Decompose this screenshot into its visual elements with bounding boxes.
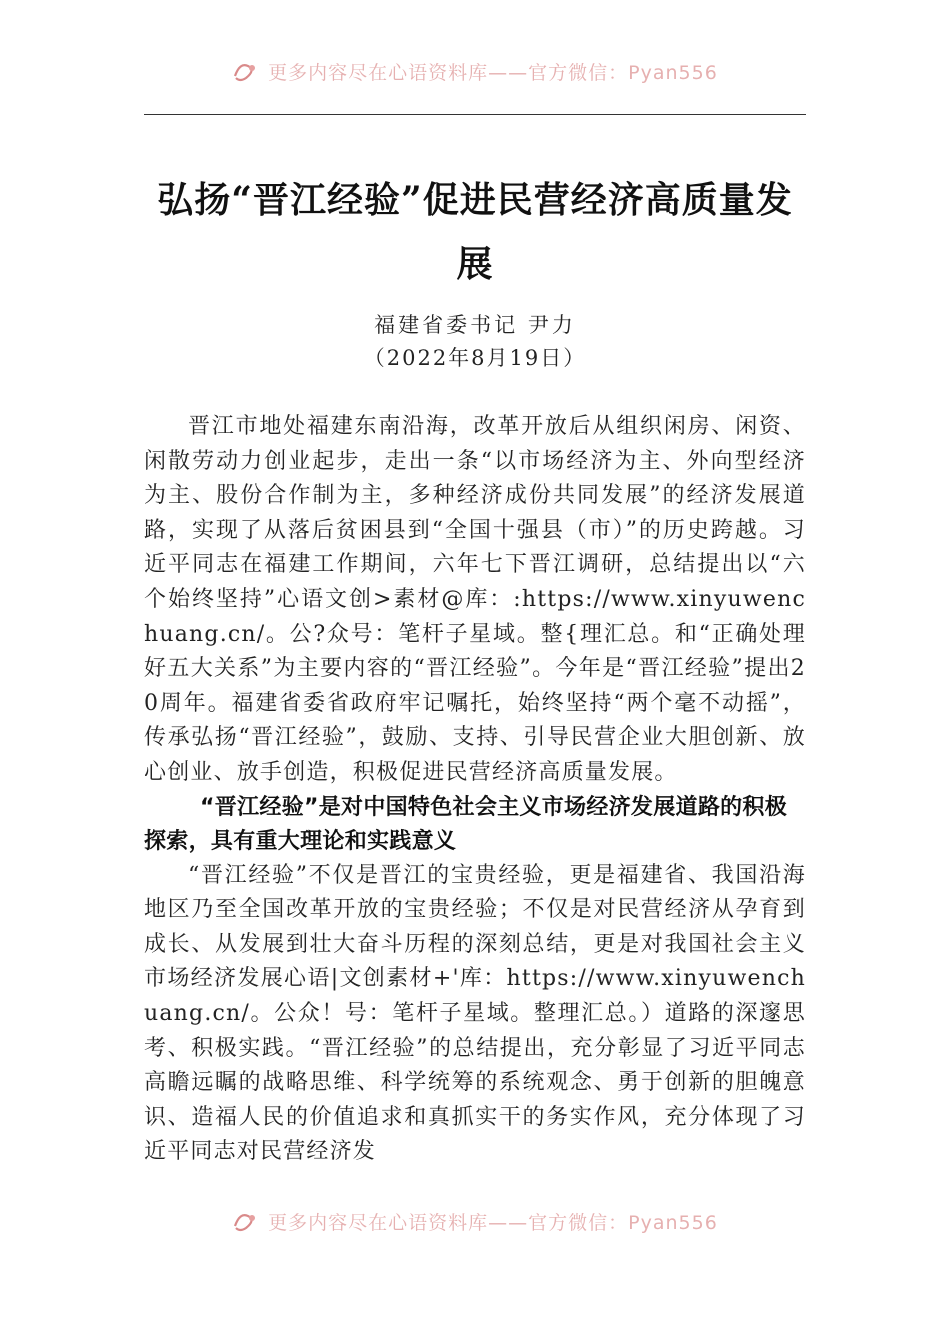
paragraph-2: “晋江经验”不仅是晋江的宝贵经验，更是福建省、我国沿海地区乃至全国改革开放的宝贵经验；不仅是对民营经济从孕育到成长、从发展到壮大奋斗历程的深刻总结，更是对我国社会主义市场经济发展心语|文创素材+'库：https://www.xinyuwenchuang.cn/。公众！号：笔杆子星域。整理汇总。）道路的深邃思考、积极实践。“晋江经验”的总结提出，充分彰显了习近平同志高瞻远瞩的战略思维、科学统筹的系统观念、勇于创新的胆魄意识、造福人民的价值追求和真抓实干的务实作风，充分体现了习近平同志对民营经济发 (144, 862, 806, 1165)
section-heading: “晋江经验”是对中国特色社会主义市场经济发展道路的积极探索，具有重大理论和实践意义 (144, 794, 788, 854)
logo-icon (232, 1210, 262, 1237)
author-line: 福建省委书记 尹力 (374, 313, 576, 337)
date-line: （2022年8月19日） (363, 346, 587, 370)
paragraph-1: 晋江市地处福建东南沿海，改革开放后从组织闲房、闲资、闲散劳动力创业起步，走出一条“以市场经济为主、外向型经济为主、股份合作制为主，多种经济成份共同发展”的经济发展道路，实现了从落后贫困县到“全国十强县（市）”的历史跨越。习近平同志在福建工作期间，六年七下晋江调研，总结提出以“六个始终坚持”心语文创>素材@库：:https://www.xinyuwenchuang.cn/。公?众号：笔杆子星域。整{理汇总。和“正确处理好五大关系”为主要内容的“晋江经验”。今年是“晋江经验”提出20周年。福建省委省政府牢记嘱托，始终坚持“两个毫不动摇”，传承弘扬“晋江经验”，鼓励、支持、引导民营企业大胆创新、放心创业、放手创造，积极促进民营经济高质量发展。 (144, 414, 806, 785)
watermark-header (0, 58, 950, 87)
header-divider (144, 114, 806, 115)
article-body (144, 410, 806, 1170)
watermark-text: 更多内容尽在心语资料库——官方微信：Pyan556 (268, 62, 718, 84)
watermark-text: 更多内容尽在心语资料库——官方微信：Pyan556 (268, 1212, 718, 1234)
watermark-footer (0, 1208, 950, 1237)
page-title: 弘扬“晋江经验”促进民营经济高质量发展 (157, 179, 793, 285)
logo-icon (232, 60, 262, 87)
